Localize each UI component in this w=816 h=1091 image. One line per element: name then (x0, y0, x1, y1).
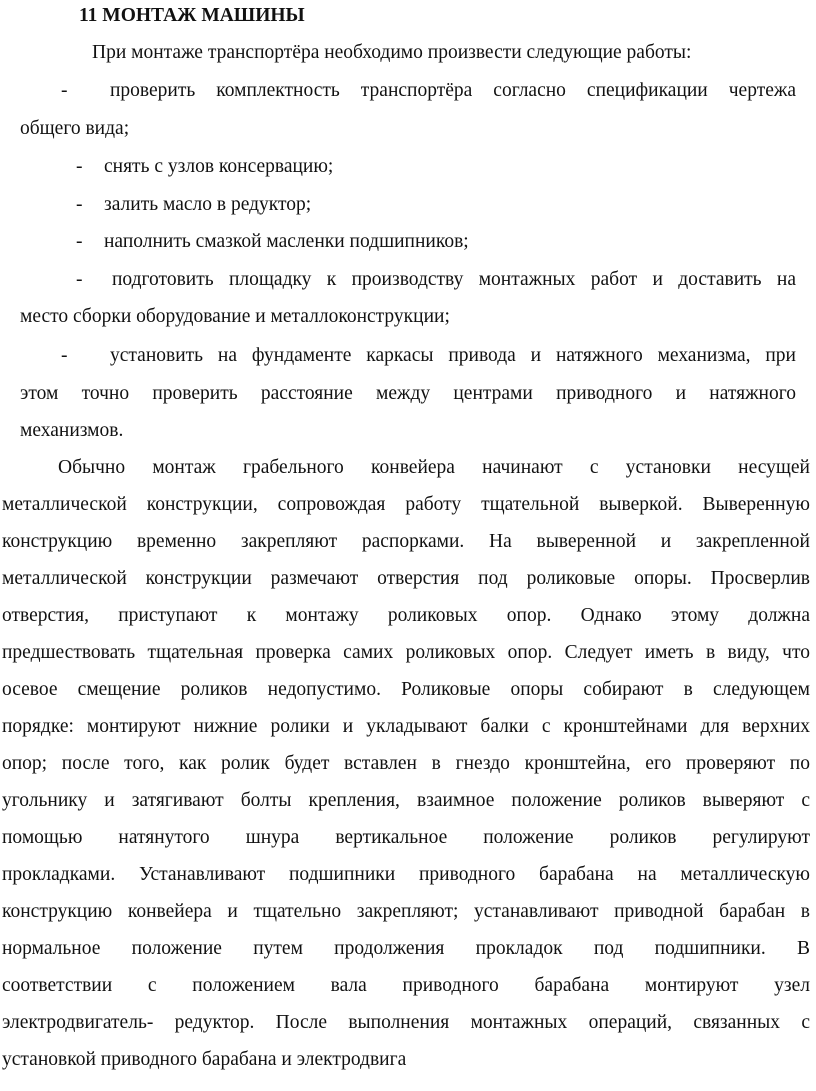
paragraph-line: угольнику и затягивают болты крепления, взаимное положение роликов выверяют с (2, 790, 810, 811)
paragraph-line: электродвигатель- редуктор. После выполнения монтажных операций, связанных с (2, 1012, 810, 1033)
paragraph-line: установкой приводного барабана и электродвига (2, 1049, 407, 1070)
paragraph-line: опор; после того, как ролик будет вставлен в гнездо кронштейна, его проверяют по (2, 753, 810, 774)
paragraph-line: металлической конструкции, сопровождая работу тщательной выверкой. Выверенную (2, 494, 810, 515)
paragraph-line: осевое смещение роликов недопустимо. Роликовые опоры собирают в следующем (2, 679, 810, 700)
paragraph-line: нормальное положение путем продолжения прокладок под подшипники. В (2, 938, 810, 959)
list-item-text: механизмов. (20, 420, 124, 441)
list-item-text: залить масло в редуктор; (104, 194, 312, 215)
list-item-text: проверить комплектность транспортёра согласно спецификации чертежа (110, 80, 796, 101)
list-item-text: общего вида; (20, 118, 130, 139)
list-item-text: место сборки оборудование и металлоконструкции; (20, 306, 450, 327)
bullet-dash: - (76, 156, 83, 177)
list-item-text: наполнить смазкой масленки подшипников; (104, 231, 469, 252)
section-heading: 11 МОНТАЖ МАШИНЫ (79, 5, 305, 26)
intro-text: При монтаже транспортёра необходимо произвести следующие работы: (92, 42, 692, 63)
list-item-text: подготовить площадку к производству монтажных работ и доставить на (112, 269, 796, 290)
bullet-dash: - (76, 194, 83, 215)
paragraph-line: металлической конструкции размечают отверстия под роликовые опоры. Просверлив (2, 568, 810, 589)
paragraph-line: порядке: монтируют нижние ролики и укладывают балки с кронштейнами для верхних (2, 716, 810, 737)
bullet-dash: - (76, 231, 83, 252)
list-item-text: установить на фундаменте каркасы привода и натяжного механизма, при (110, 345, 796, 366)
paragraph-line: соответствии с положением вала приводного барабана монтируют узел (2, 975, 810, 996)
bullet-dash: - (61, 80, 68, 101)
list-item-text: этом точно проверить расстояние между центрами приводного и натяжного (20, 383, 796, 404)
bullet-dash: - (76, 269, 83, 290)
paragraph-line: помощью натянутого шнура вертикальное положение роликов регулируют (2, 827, 810, 848)
paragraph-line: предшествовать тщательная проверка самих роликовых опор. Следует иметь в виду, что (2, 642, 810, 663)
paragraph-line: отверстия, приступают к монтажу роликовых опор. Однако этому должна (2, 605, 810, 626)
paragraph-line: конструкцию временно закрепляют распорками. На выверенной и закрепленной (2, 531, 810, 552)
paragraph-line: прокладками. Устанавливают подшипники приводного барабана на металлическую (2, 864, 810, 885)
paragraph-line: конструкцию конвейера и тщательно закрепляют; устанавливают приводной барабан в (2, 901, 810, 922)
bullet-dash: - (61, 345, 68, 366)
paragraph-line: Обычно монтаж грабельного конвейера начинают с установки несущей (58, 457, 810, 478)
list-item-text: снять с узлов консервацию; (104, 156, 334, 177)
